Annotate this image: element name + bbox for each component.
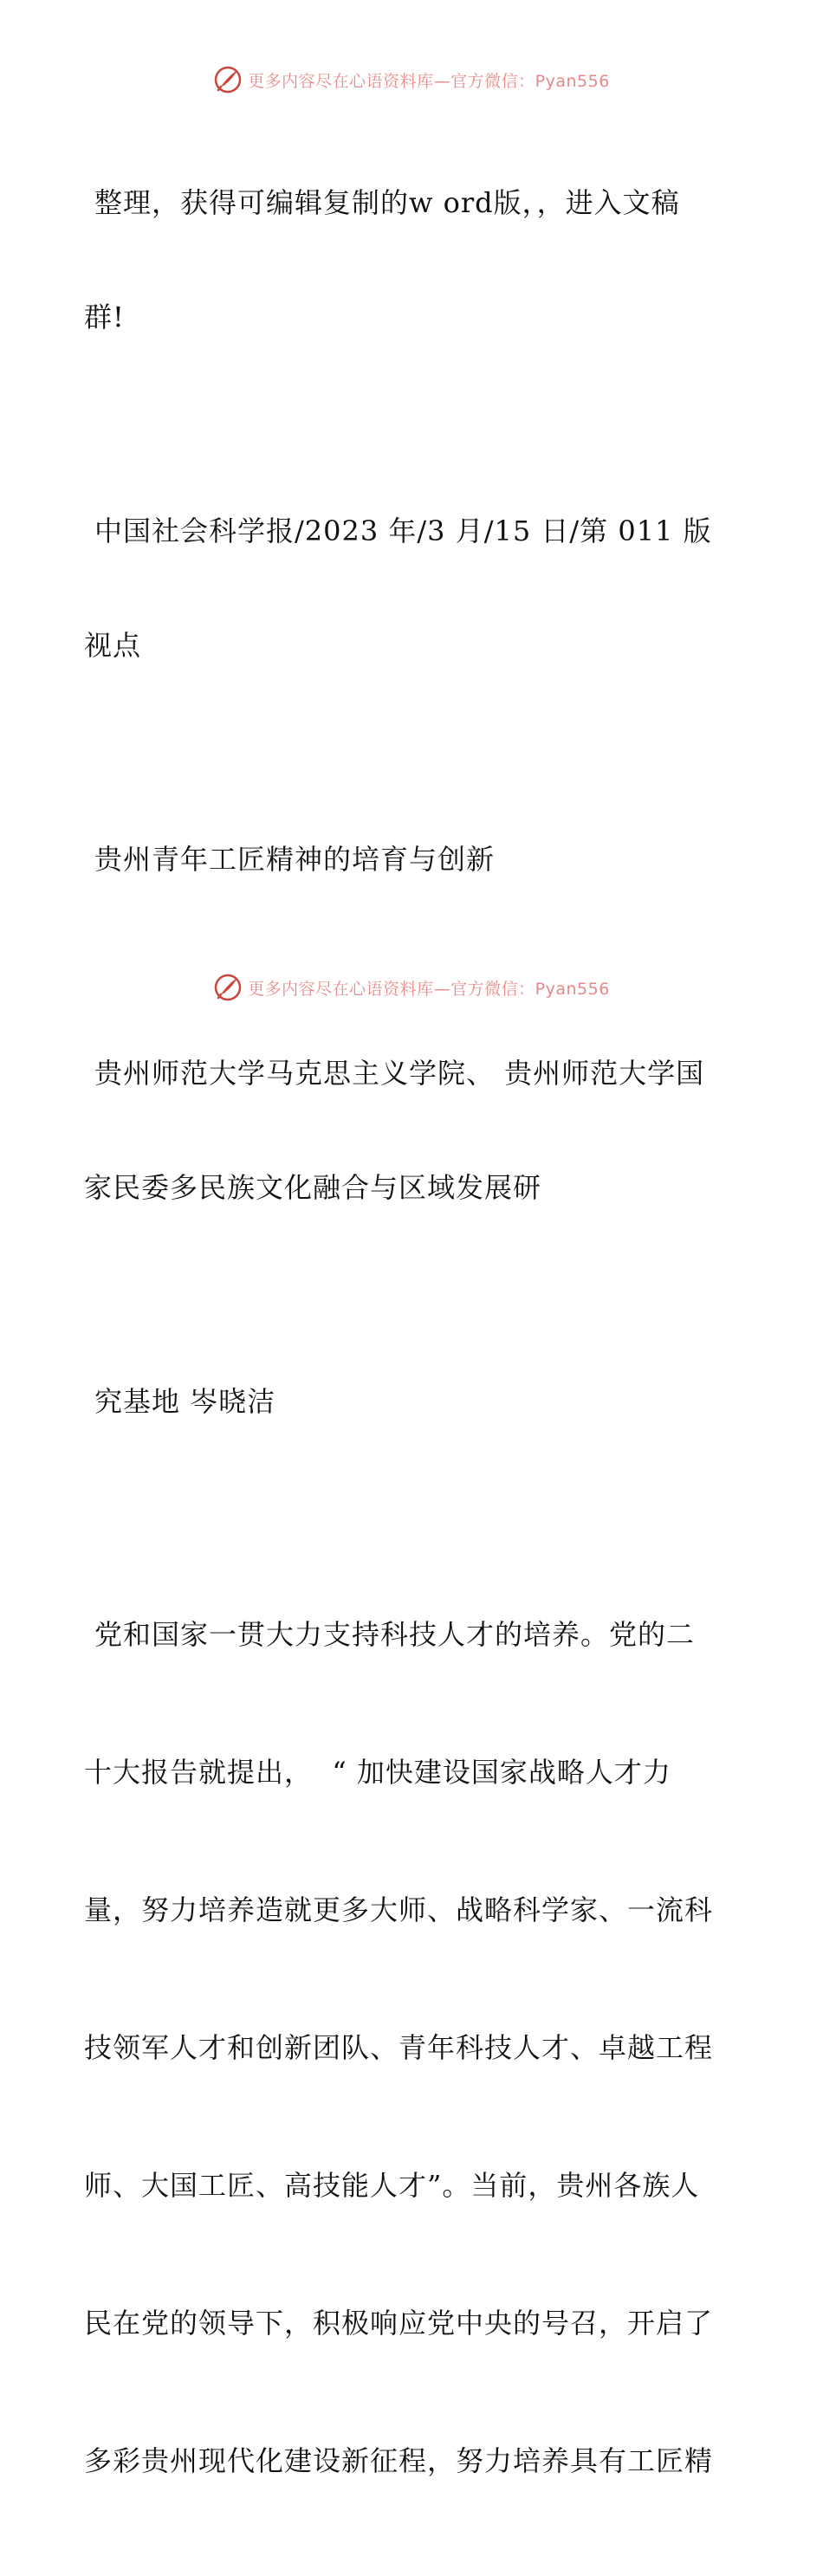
affiliation-line: 贵州师范大学马克思主义学院、 贵州师范大学国 [94,1057,705,1090]
intro-paragraph [84,107,742,412]
watermark-text: 更多内容尽在心语资料库—官方微信：Pyan556 [248,979,610,999]
feather-logo-icon [213,973,243,1002]
author-name-line: 究基地 岑晓洁 [94,1385,276,1418]
title-line: 贵州青年工匠精神的培育与创新 [94,843,496,876]
author-line [84,1306,742,1497]
intro-line: 整理，获得可编辑复制的w ord版，，进入文稿 [94,186,680,219]
source-line: 中国社会科学报/2023 年/3 月/15 日/第 011 版 [94,515,712,547]
watermark-text: 更多内容尽在心语资料库—官方微信：Pyan556 [248,71,610,91]
feather-logo-icon [213,65,243,94]
body-paragraph [84,1520,742,2576]
body-line: 技领军人才和创新团队、青年科技人才、卓越工程 [84,2031,714,2064]
body-line: 十大报告就提出， “ 加快建设国家战略人才力 [84,1756,671,1789]
body-line: 多彩贵州现代化建设新征程，努力培养具有工匠精 [84,2444,714,2477]
affiliation-line: 家民委多民族文化融合与区域发展研 [84,1171,542,1204]
intro-line: 群! [84,301,125,333]
article-title [84,764,742,955]
source-line: 视点 [84,629,142,662]
watermark-footer [0,970,823,1005]
author-affiliation [84,978,742,1283]
body-line: 党和国家一贯大力支持科技人才的培养。党的二 [94,1618,696,1651]
source-citation [84,436,742,741]
body-line: 量，努力培养造就更多大师、战略科学家、一流科 [84,1893,714,1926]
body-line: 师、大国工匠、高技能人才”。当前，贵州各族人 [84,2169,700,2202]
document-body [84,107,742,2576]
body-line: 民在党的领导下，积极响应党中央的号召，开启了 [84,2307,714,2340]
watermark-header [0,62,823,97]
